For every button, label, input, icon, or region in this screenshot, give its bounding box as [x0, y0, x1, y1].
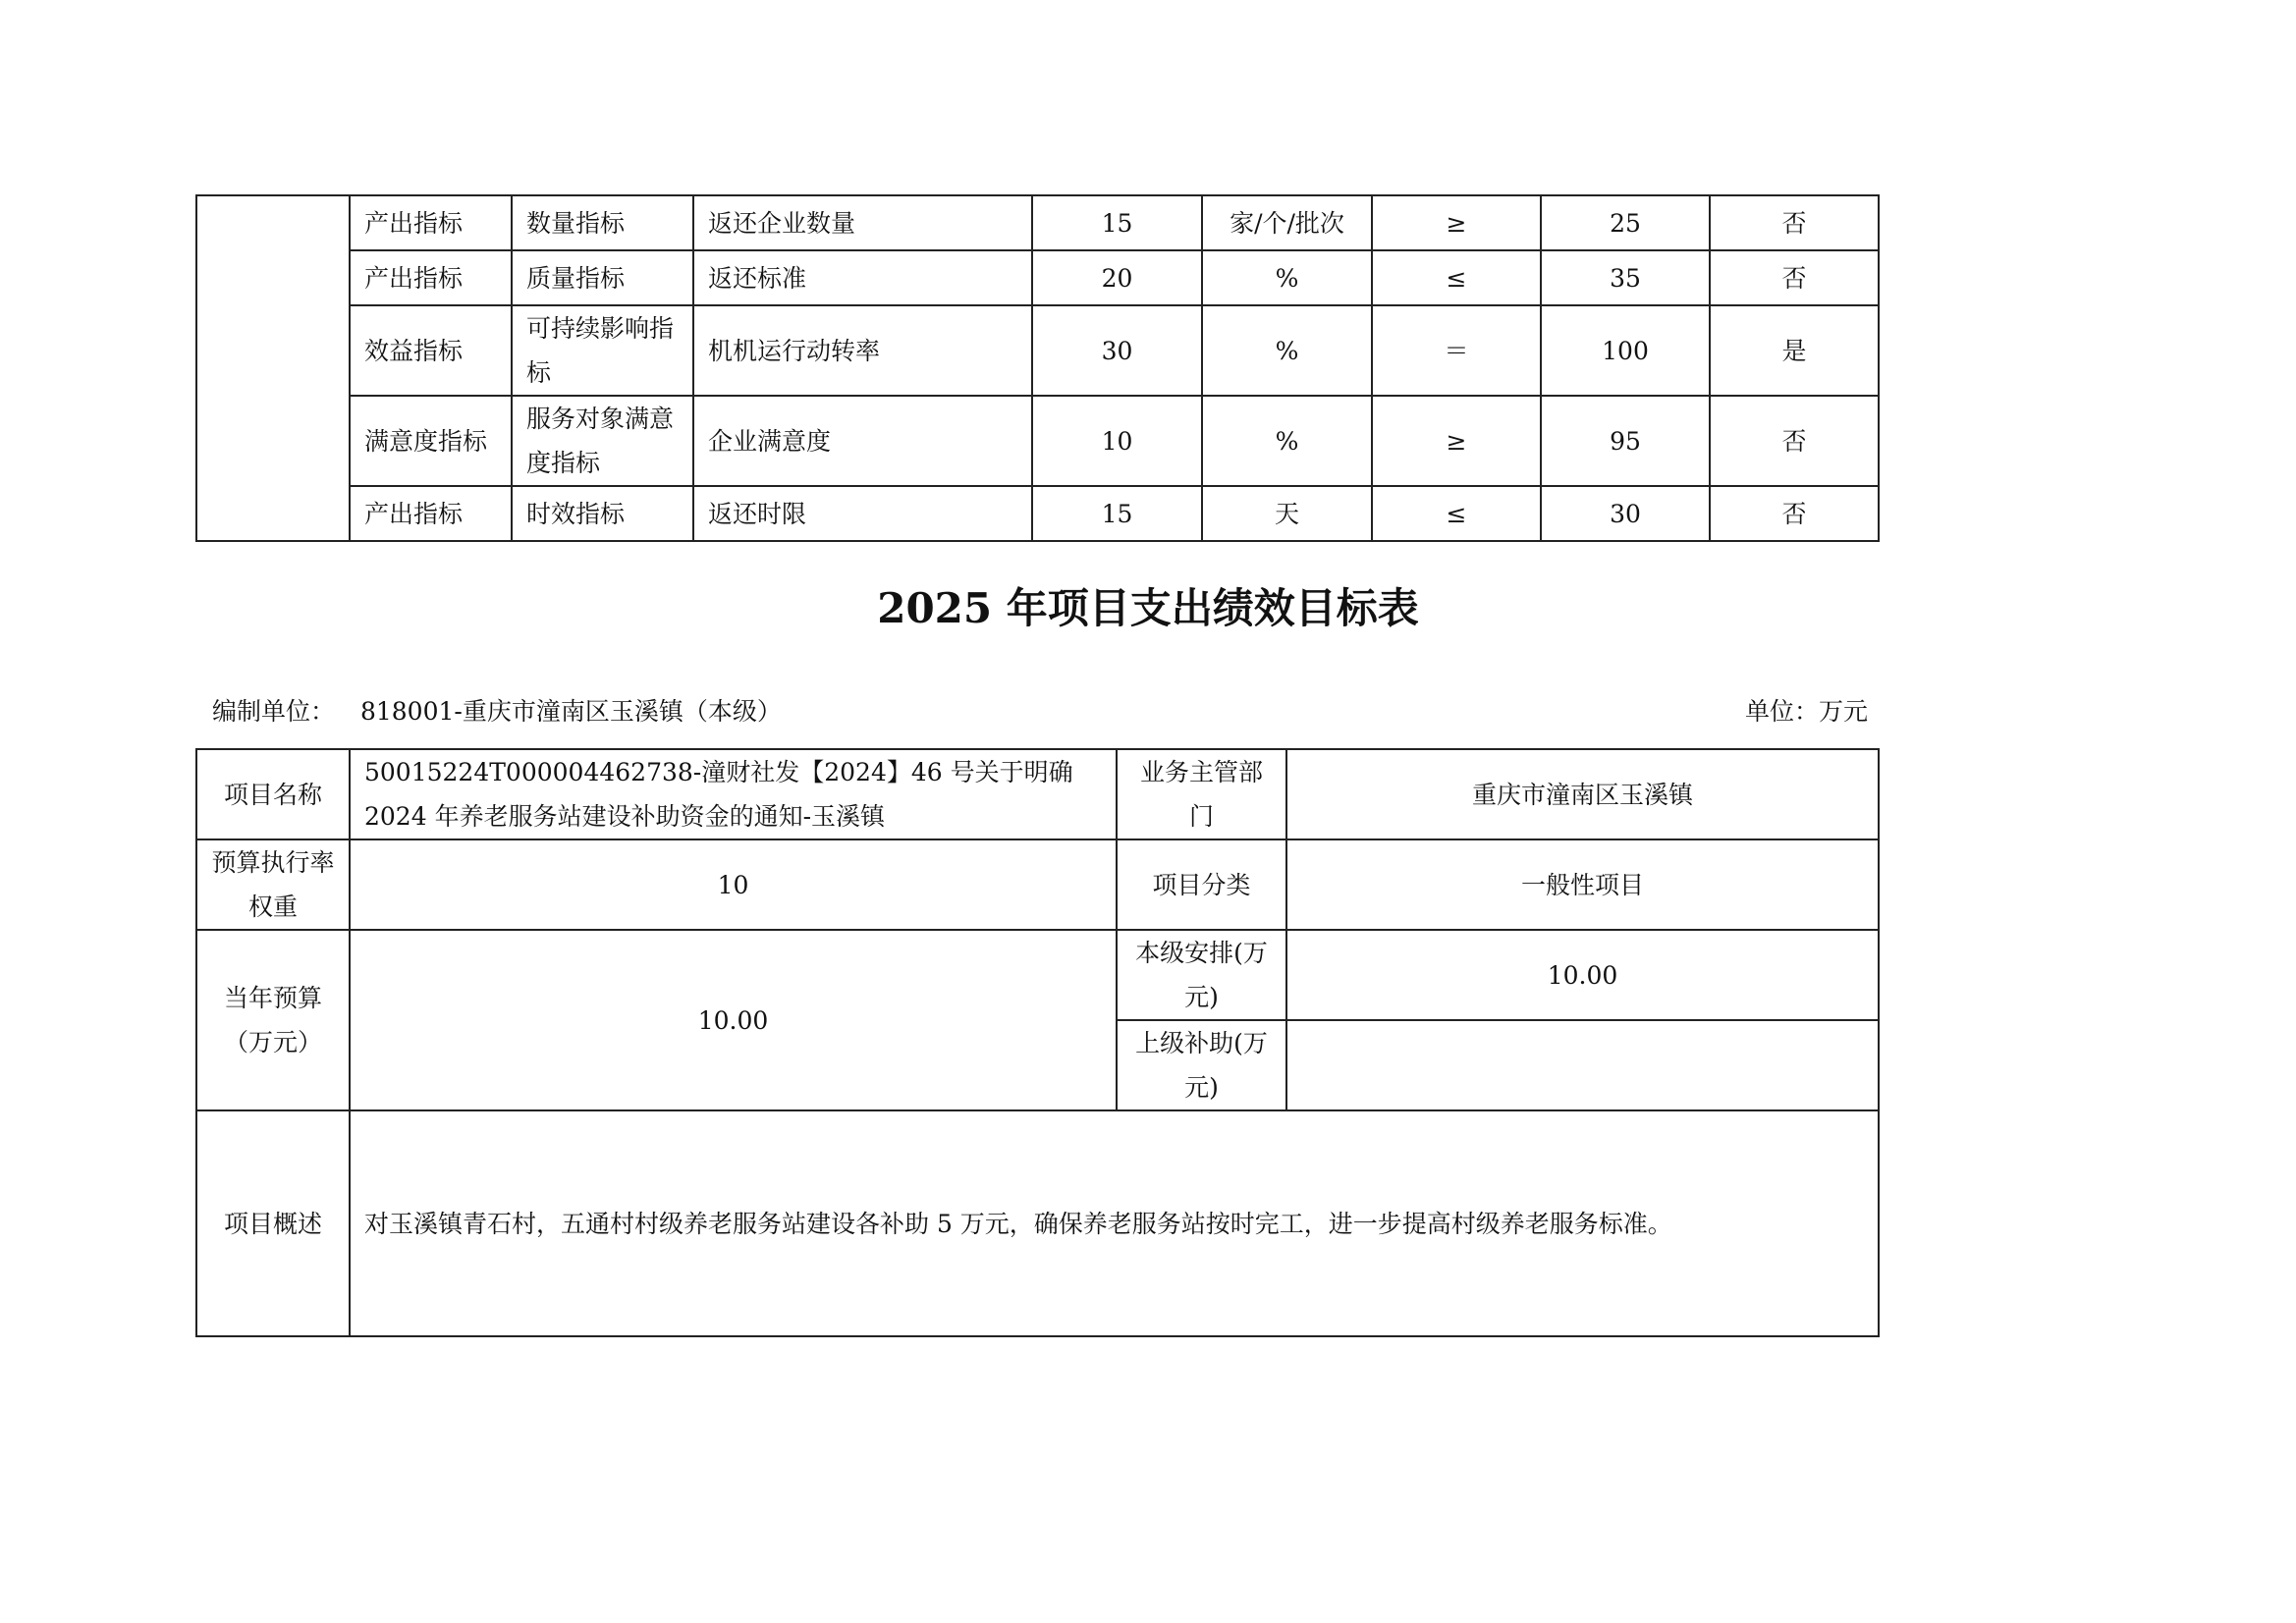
operator-cell: ≥ — [1372, 396, 1541, 486]
local-value: 10.00 — [1286, 930, 1879, 1020]
level1-cell: 产出指标 — [350, 486, 512, 541]
upper-label: 上级补助(万元) — [1117, 1020, 1286, 1110]
unit-cell: % — [1202, 396, 1372, 486]
table-row — [196, 930, 1879, 1020]
page-title: 2025 年项目支出绩效目标表 — [877, 584, 1419, 632]
table-row — [196, 839, 1879, 930]
weight-label: 预算执行率权重 — [196, 839, 350, 930]
dept-value: 重庆市潼南区玉溪镇 — [1286, 749, 1879, 839]
unit-cell: % — [1202, 305, 1372, 396]
project-name-value: 50015224T000004462738-潼财社发【2024】46 号关于明确 2024 年养老服务站建设补助资金的通知-玉溪镇 — [350, 749, 1117, 839]
core-cell: 否 — [1710, 195, 1879, 250]
operator-cell: ≤ — [1372, 486, 1541, 541]
target-cell: 35 — [1541, 250, 1710, 305]
indicator-name-cell: 企业满意度 — [693, 396, 1032, 486]
core-cell: 否 — [1710, 396, 1879, 486]
indicator-name-cell: 返还标准 — [693, 250, 1032, 305]
operator-cell: ＝ — [1372, 305, 1541, 396]
indicator-row — [196, 195, 1879, 250]
target-cell: 95 — [1541, 396, 1710, 486]
budget-value: 10.00 — [350, 930, 1117, 1110]
weight-cell: 30 — [1032, 305, 1202, 396]
currency-unit: 单位：万元 — [1744, 697, 1868, 726]
level2-cell: 服务对象满意度指标 — [512, 396, 693, 486]
indicator-name-cell: 机机运行动转率 — [693, 305, 1032, 396]
core-cell: 是 — [1710, 305, 1879, 396]
operator-cell: ≤ — [1372, 250, 1541, 305]
unit-cell: % — [1202, 250, 1372, 305]
weight-cell: 15 — [1032, 195, 1202, 250]
weight-value: 10 — [350, 839, 1117, 930]
level1-cell: 产出指标 — [350, 250, 512, 305]
core-cell: 否 — [1710, 250, 1879, 305]
level2-cell: 时效指标 — [512, 486, 693, 541]
level1-cell: 产出指标 — [350, 195, 512, 250]
summary-value: 对玉溪镇青石村，五通村村级养老服务站建设各补助 5 万元，确保养老服务站按时完工，进一步提高村级养老服务标准。 — [350, 1110, 1879, 1336]
target-cell: 25 — [1541, 195, 1710, 250]
unit-cell: 天 — [1202, 486, 1372, 541]
budget-label: 当年预算（万元） — [196, 930, 350, 1110]
level2-cell: 数量指标 — [512, 195, 693, 250]
unit-cell: 家/个/批次 — [1202, 195, 1372, 250]
weight-cell: 15 — [1032, 486, 1202, 541]
level1-cell: 效益指标 — [350, 305, 512, 396]
table-row — [196, 1110, 1879, 1336]
level2-cell: 质量指标 — [512, 250, 693, 305]
compiling-unit-label: 编制单位： — [212, 697, 336, 726]
weight-cell: 10 — [1032, 396, 1202, 486]
category-value: 一般性项目 — [1286, 839, 1879, 930]
upper-value — [1286, 1020, 1879, 1110]
indicator-group-cell — [196, 195, 350, 541]
project-name-label: 项目名称 — [196, 749, 350, 839]
indicator-row — [196, 396, 1879, 486]
compiling-unit-value: 818001-重庆市潼南区玉溪镇（本级） — [359, 697, 782, 726]
operator-cell: ≥ — [1372, 195, 1541, 250]
weight-cell: 20 — [1032, 250, 1202, 305]
indicator-name-cell: 返还企业数量 — [693, 195, 1032, 250]
target-cell: 100 — [1541, 305, 1710, 396]
category-label: 项目分类 — [1117, 839, 1286, 930]
indicator-name-cell: 返还时限 — [693, 486, 1032, 541]
compiling-unit — [212, 694, 782, 730]
indicator-row — [196, 486, 1879, 541]
local-label: 本级安排(万元) — [1117, 930, 1286, 1020]
project-table — [195, 748, 1880, 1337]
indicator-table — [195, 194, 1880, 542]
level2-cell: 可持续影响指标 — [512, 305, 693, 396]
indicator-row — [196, 250, 1879, 305]
summary-label: 项目概述 — [196, 1110, 350, 1336]
core-cell: 否 — [1710, 486, 1879, 541]
target-cell: 30 — [1541, 486, 1710, 541]
table-row — [196, 749, 1879, 839]
indicator-row — [196, 305, 1879, 396]
level1-cell: 满意度指标 — [350, 396, 512, 486]
dept-label: 业务主管部门 — [1117, 749, 1286, 839]
